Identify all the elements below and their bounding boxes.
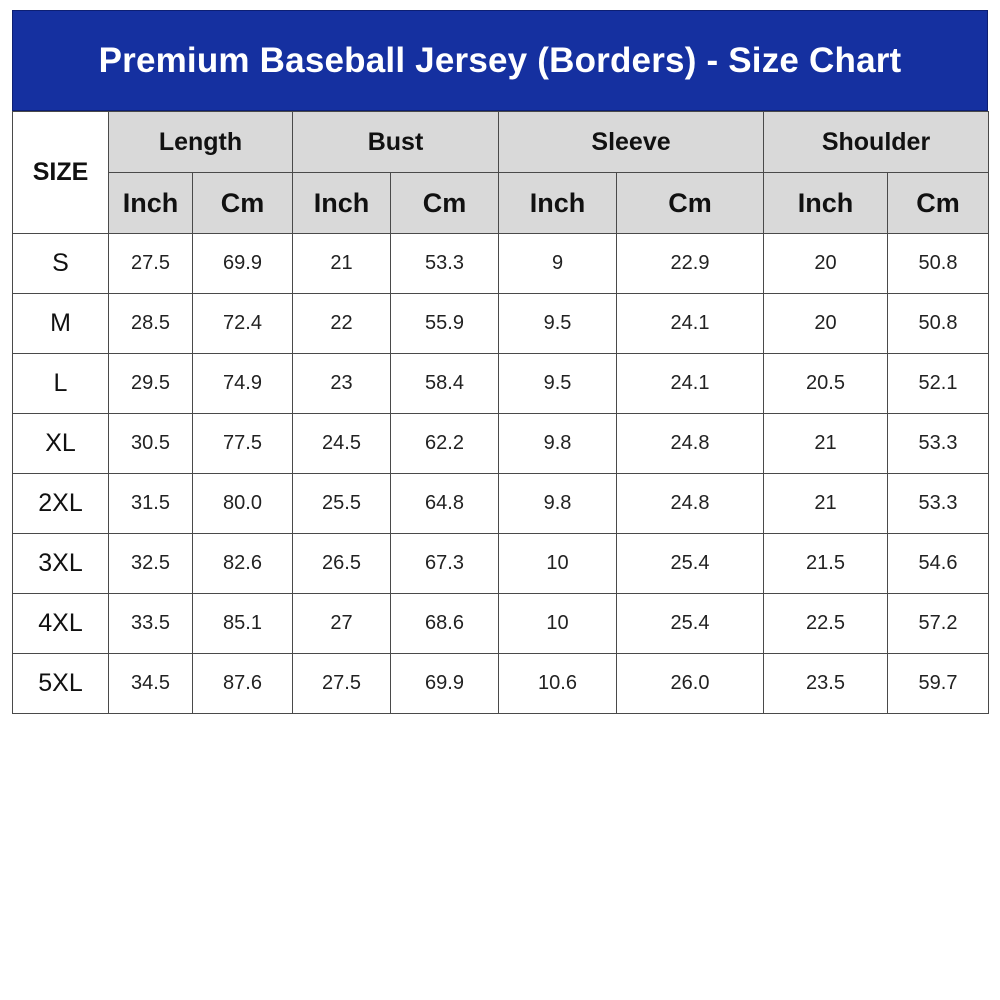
title-bar xyxy=(12,10,988,111)
table-row xyxy=(13,594,989,654)
table-row xyxy=(13,534,989,594)
size-chart xyxy=(12,10,988,714)
size-cell: L xyxy=(13,354,109,414)
size-cell: 4XL xyxy=(13,594,109,654)
unit-header: Cm xyxy=(193,173,293,234)
measurement-cell: 23 xyxy=(293,354,391,414)
measurement-cell: 52.1 xyxy=(888,354,989,414)
measurement-cell: 10 xyxy=(499,534,617,594)
size-cell: 3XL xyxy=(13,534,109,594)
measurement-cell: 24.8 xyxy=(617,414,764,474)
group-header-shoulder: Shoulder xyxy=(764,112,989,173)
measurement-cell: 21.5 xyxy=(764,534,888,594)
unit-header: Inch xyxy=(293,173,391,234)
measurement-cell: 72.4 xyxy=(193,294,293,354)
measurement-cell: 54.6 xyxy=(888,534,989,594)
unit-header: Inch xyxy=(109,173,193,234)
measurement-cell: 67.3 xyxy=(391,534,499,594)
measurement-cell: 9.8 xyxy=(499,414,617,474)
measurement-cell: 9.5 xyxy=(499,294,617,354)
group-header-sleeve: Sleeve xyxy=(499,112,764,173)
group-header-row xyxy=(13,112,989,173)
measurement-cell: 25.5 xyxy=(293,474,391,534)
measurement-cell: 20 xyxy=(764,294,888,354)
measurement-cell: 53.3 xyxy=(888,474,989,534)
measurement-cell: 50.8 xyxy=(888,294,989,354)
measurement-cell: 27.5 xyxy=(109,234,193,294)
measurement-cell: 34.5 xyxy=(109,654,193,714)
unit-header: Inch xyxy=(499,173,617,234)
table-row xyxy=(13,294,989,354)
unit-header-row xyxy=(13,173,989,234)
unit-header: Cm xyxy=(617,173,764,234)
measurement-cell: 21 xyxy=(764,474,888,534)
size-cell: M xyxy=(13,294,109,354)
size-cell: S xyxy=(13,234,109,294)
measurement-cell: 25.4 xyxy=(617,534,764,594)
measurement-cell: 22.5 xyxy=(764,594,888,654)
measurement-cell: 9.5 xyxy=(499,354,617,414)
measurement-cell: 58.4 xyxy=(391,354,499,414)
measurement-cell: 30.5 xyxy=(109,414,193,474)
measurement-cell: 27 xyxy=(293,594,391,654)
size-cell: 2XL xyxy=(13,474,109,534)
size-header: SIZE xyxy=(13,112,109,234)
measurement-cell: 9 xyxy=(499,234,617,294)
measurement-cell: 9.8 xyxy=(499,474,617,534)
measurement-cell: 25.4 xyxy=(617,594,764,654)
measurement-cell: 29.5 xyxy=(109,354,193,414)
size-cell: 5XL xyxy=(13,654,109,714)
measurement-cell: 10 xyxy=(499,594,617,654)
table-row xyxy=(13,474,989,534)
measurement-cell: 21 xyxy=(293,234,391,294)
measurement-cell: 27.5 xyxy=(293,654,391,714)
measurement-cell: 31.5 xyxy=(109,474,193,534)
measurement-cell: 10.6 xyxy=(499,654,617,714)
measurement-cell: 22.9 xyxy=(617,234,764,294)
table-row xyxy=(13,354,989,414)
measurement-cell: 69.9 xyxy=(193,234,293,294)
measurement-cell: 22 xyxy=(293,294,391,354)
measurement-cell: 53.3 xyxy=(391,234,499,294)
measurement-cell: 24.8 xyxy=(617,474,764,534)
measurement-cell: 26.0 xyxy=(617,654,764,714)
group-header-length: Length xyxy=(109,112,293,173)
measurement-cell: 24.5 xyxy=(293,414,391,474)
table-row xyxy=(13,414,989,474)
unit-header: Inch xyxy=(764,173,888,234)
measurement-cell: 33.5 xyxy=(109,594,193,654)
size-table xyxy=(12,111,989,714)
measurement-cell: 23.5 xyxy=(764,654,888,714)
measurement-cell: 28.5 xyxy=(109,294,193,354)
measurement-cell: 69.9 xyxy=(391,654,499,714)
measurement-cell: 62.2 xyxy=(391,414,499,474)
measurement-cell: 80.0 xyxy=(193,474,293,534)
measurement-cell: 20 xyxy=(764,234,888,294)
measurement-cell: 20.5 xyxy=(764,354,888,414)
measurement-cell: 57.2 xyxy=(888,594,989,654)
measurement-cell: 55.9 xyxy=(391,294,499,354)
size-rows xyxy=(13,234,989,714)
unit-header: Cm xyxy=(888,173,989,234)
size-cell: XL xyxy=(13,414,109,474)
measurement-cell: 64.8 xyxy=(391,474,499,534)
group-header-bust: Bust xyxy=(293,112,499,173)
measurement-cell: 21 xyxy=(764,414,888,474)
measurement-cell: 59.7 xyxy=(888,654,989,714)
chart-title: Premium Baseball Jersey (Borders) - Size Chart xyxy=(98,40,902,80)
measurement-cell: 53.3 xyxy=(888,414,989,474)
measurement-cell: 77.5 xyxy=(193,414,293,474)
measurement-cell: 82.6 xyxy=(193,534,293,594)
table-row xyxy=(13,654,989,714)
unit-header: Cm xyxy=(391,173,499,234)
measurement-cell: 87.6 xyxy=(193,654,293,714)
measurement-cell: 32.5 xyxy=(109,534,193,594)
measurement-cell: 68.6 xyxy=(391,594,499,654)
measurement-cell: 50.8 xyxy=(888,234,989,294)
table-row xyxy=(13,234,989,294)
measurement-cell: 85.1 xyxy=(193,594,293,654)
measurement-cell: 24.1 xyxy=(617,354,764,414)
measurement-cell: 24.1 xyxy=(617,294,764,354)
measurement-cell: 26.5 xyxy=(293,534,391,594)
measurement-cell: 74.9 xyxy=(193,354,293,414)
